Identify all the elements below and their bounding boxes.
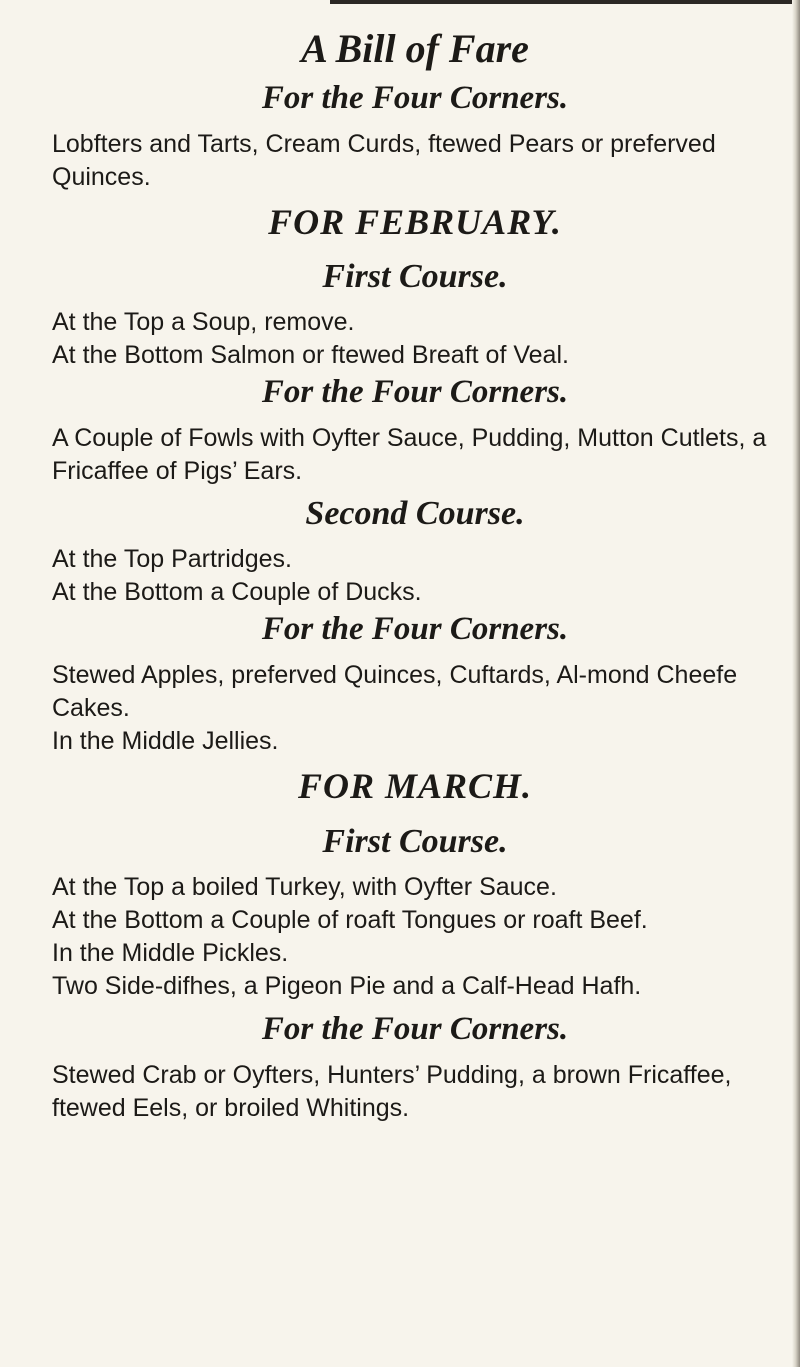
march-first-course-heading: First Course. bbox=[322, 822, 508, 860]
march-heading: FOR MARCH. bbox=[297, 766, 533, 807]
february-heading: FOR FEBRUARY. bbox=[268, 201, 562, 242]
february-first-course-line-2: At the Bottom Salmon or ftewed Breaft of Veal. bbox=[52, 341, 569, 370]
february-first-corners-text: A Couple of Fowls with Oyfter Sauce, Pudding, Mutton Cutlets, a Fricaffee of Pigs’ Ears. bbox=[52, 424, 767, 486]
february-second-course-line-1: At the Top Partridges. bbox=[52, 545, 292, 574]
march-first-course-line-1: At the Top a boiled Turkey, with Oyfter Sauce. bbox=[52, 872, 557, 901]
bill-of-fare-content bbox=[52, 26, 778, 1125]
march-four-corners-heading: For the Four Corners. bbox=[261, 1010, 569, 1047]
top-rule bbox=[330, 0, 800, 4]
february-second-course-line-2: At the Bottom a Couple of Ducks. bbox=[52, 578, 422, 607]
page-title: A Bill of Fare bbox=[301, 26, 529, 71]
page-edge-shadow bbox=[792, 0, 800, 1367]
intro-four-corners-heading: For the Four Corners. bbox=[261, 80, 569, 116]
march-first-course-line-4: Two Side-difhes, a Pigeon Pie and a Calf-Head Hafh. bbox=[52, 971, 642, 1000]
march-first-course-line-2: At the Bottom a Couple of roaft Tongues or roaft Beef. bbox=[52, 905, 648, 934]
february-second-corners-text: Stewed Apples, preferved Quinces, Cuftards, Al-mond Cheefe Cakes. bbox=[52, 661, 738, 723]
february-second-course-heading: Second Course. bbox=[305, 495, 525, 533]
intro-four-corners-text: Lobfters and Tarts, Cream Curds, ftewed Pears or preferved Quinces. bbox=[52, 129, 716, 191]
february-second-corners-heading: For the Four Corners. bbox=[261, 611, 569, 648]
march-first-course-line-3: In the Middle Pickles. bbox=[52, 938, 289, 967]
february-first-course-heading: First Course. bbox=[322, 258, 508, 296]
march-four-corners-text: Stewed Crab or Oyfters, Hunters’ Pudding, a brown Fricaffee, ftewed Eels, or broiled Whitings. bbox=[52, 1060, 732, 1122]
february-middle-text: In the Middle Jellies. bbox=[52, 727, 279, 756]
february-first-course-line-1: At the Top a Soup, remove. bbox=[52, 308, 355, 337]
february-first-corners-heading: For the Four Corners. bbox=[261, 374, 569, 411]
